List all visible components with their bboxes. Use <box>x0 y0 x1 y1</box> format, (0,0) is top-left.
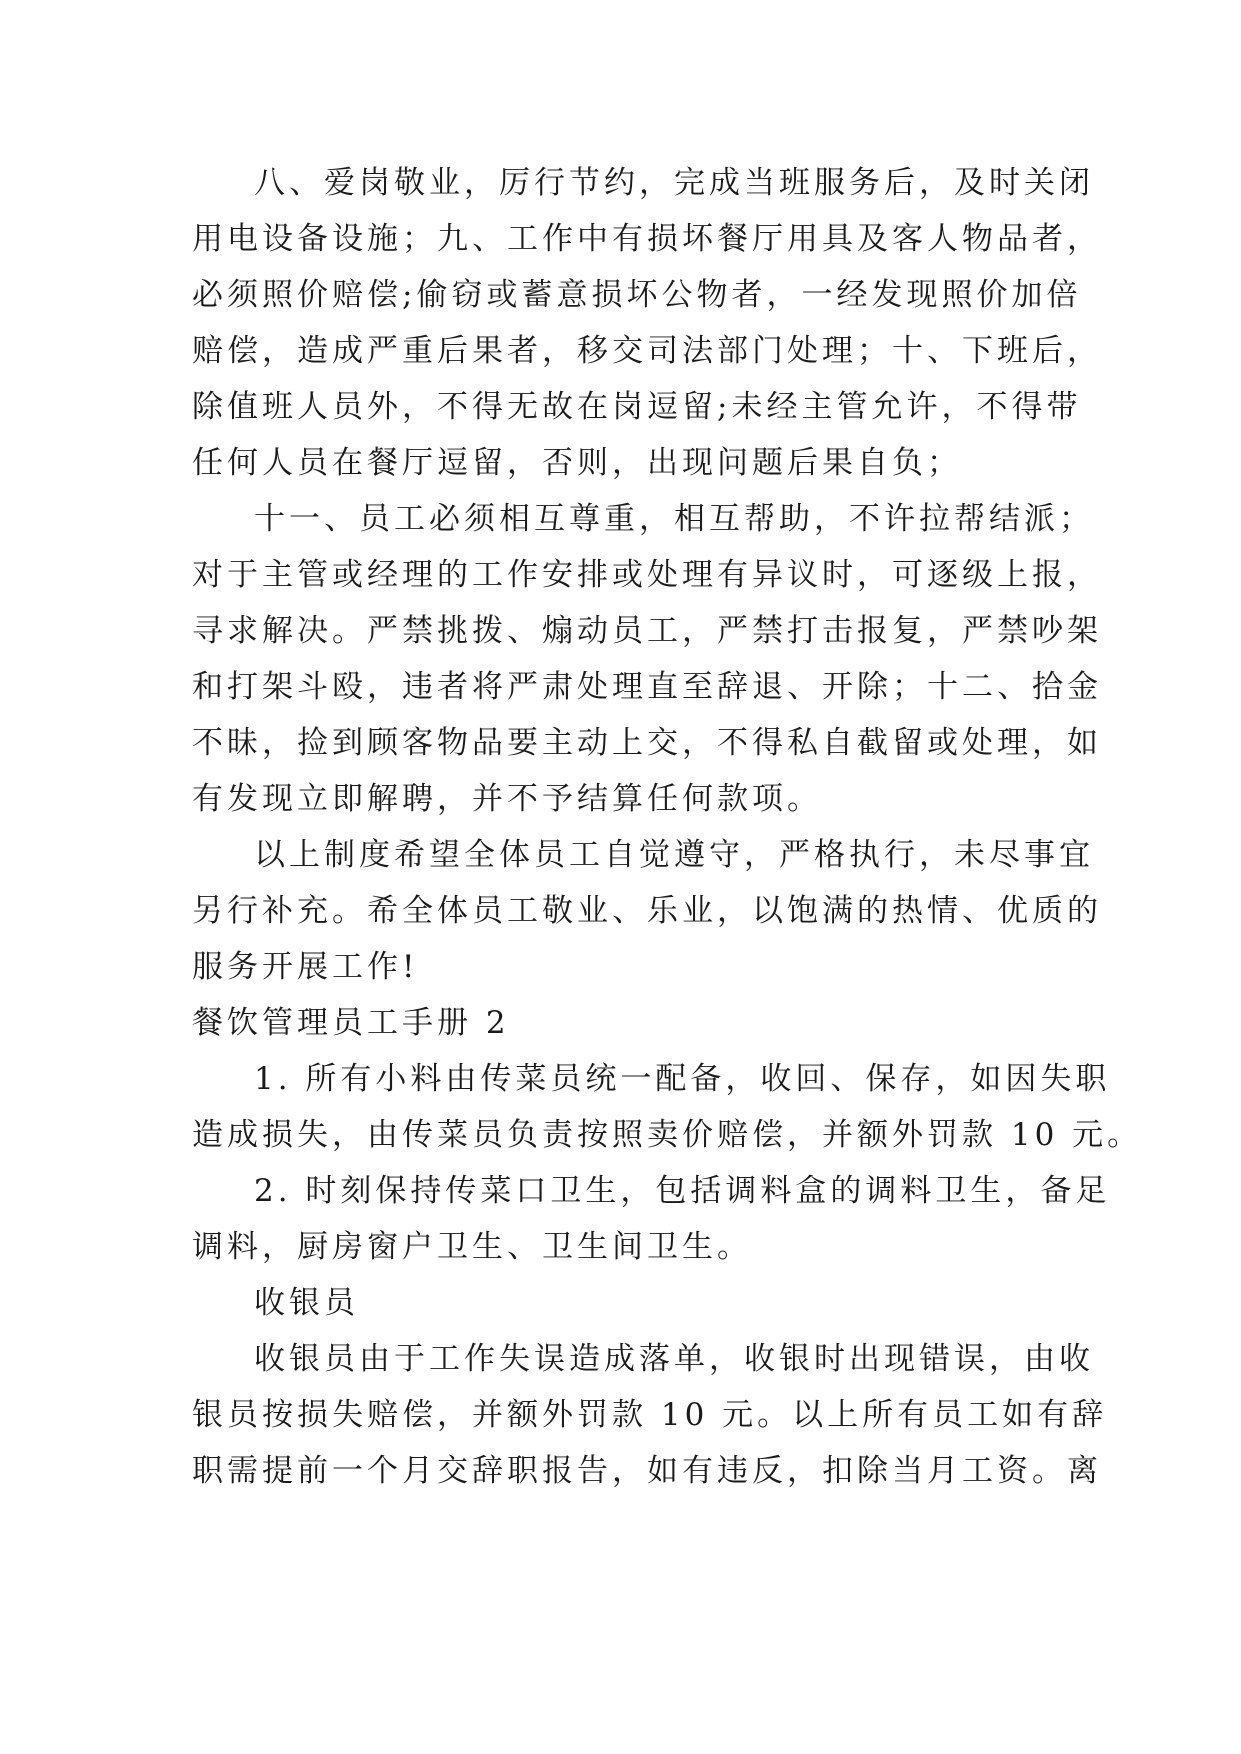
text-line: 和打架斗殴，违者将严肃处理直至辞退、开除；十二、拾金 <box>192 669 1102 705</box>
text-line: 1. 所有小料由传菜员统一配备，收回、保存，如因失职 <box>254 1061 1111 1097</box>
paragraph-rules-11-12 <box>192 491 1102 827</box>
text-line: 造成损失，由传菜员负责按照卖价赔偿，并额外罚款 10 元。 <box>192 1117 1143 1153</box>
text-line: 调料，厨房窗户卫生、卫生间卫生。 <box>192 1229 752 1265</box>
text-line: 除值班人员外，不得无故在岗逗留;未经主管允许，不得带 <box>192 389 1082 425</box>
text-line: 另行补充。希全体员工敬业、乐业，以饱满的热情、优质的 <box>192 893 1102 929</box>
text-line: 不昧，捡到顾客物品要主动上交，不得私自截留或处理，如 <box>192 725 1102 761</box>
subheading-text: 收银员 <box>254 1285 359 1321</box>
paragraph-closing <box>192 827 1102 995</box>
text-line: 任何人员在餐厅逗留，否则，出现问题后果自负； <box>192 445 962 481</box>
text-line: 必须照价赔偿;偷窃或蓄意损坏公物者，一经发现照价加倍 <box>192 277 1082 313</box>
text-line: 十一、员工必须相互尊重，相互帮助，不许拉帮结派； <box>254 501 1094 537</box>
paragraph-item-1 <box>192 1051 1143 1163</box>
paragraph-item-2 <box>192 1163 1111 1275</box>
text-line: 有发现立即解聘，并不予结算任何款项。 <box>192 781 822 817</box>
text-line: 职需提前一个月交辞职报告，如有违反，扣除当月工资。离 <box>192 1453 1102 1489</box>
text-line: 2. 时刻保持传菜口卫生，包括调料盒的调料卫生，备足 <box>254 1173 1111 1209</box>
text-line: 赔偿，造成严重后果者，移交司法部门处理；十、下班后， <box>192 333 1102 369</box>
text-line: 银员按损失赔偿，并额外罚款 10 元。以上所有员工如有辞 <box>192 1397 1108 1433</box>
text-line: 收银员由于工作失误造成落单，收银时出现错误，由收 <box>254 1341 1094 1377</box>
paragraph-rules-8-10 <box>192 155 1102 491</box>
subheading-cashier <box>192 1275 1072 1331</box>
text-line: 八、爱岗敬业，厉行节约，完成当班服务后，及时关闭 <box>254 165 1094 201</box>
section-heading-text: 餐饮管理员工手册 2 <box>192 1005 510 1041</box>
text-line: 对于主管或经理的工作安排或处理有异议时，可逐级上报， <box>192 557 1102 593</box>
text-line: 寻求解决。严禁挑拨、煽动员工，严禁打击报复，严禁吵架 <box>192 613 1102 649</box>
text-line: 服务开展工作! <box>192 949 419 985</box>
document-page <box>192 155 1143 1499</box>
text-line: 用电设备设施；九、工作中有损坏餐厅用具及客人物品者， <box>192 221 1102 257</box>
section-heading <box>192 995 1072 1051</box>
text-line: 以上制度希望全体员工自觉遵守，严格执行，未尽事宜 <box>254 837 1094 873</box>
paragraph-cashier <box>192 1331 1108 1499</box>
